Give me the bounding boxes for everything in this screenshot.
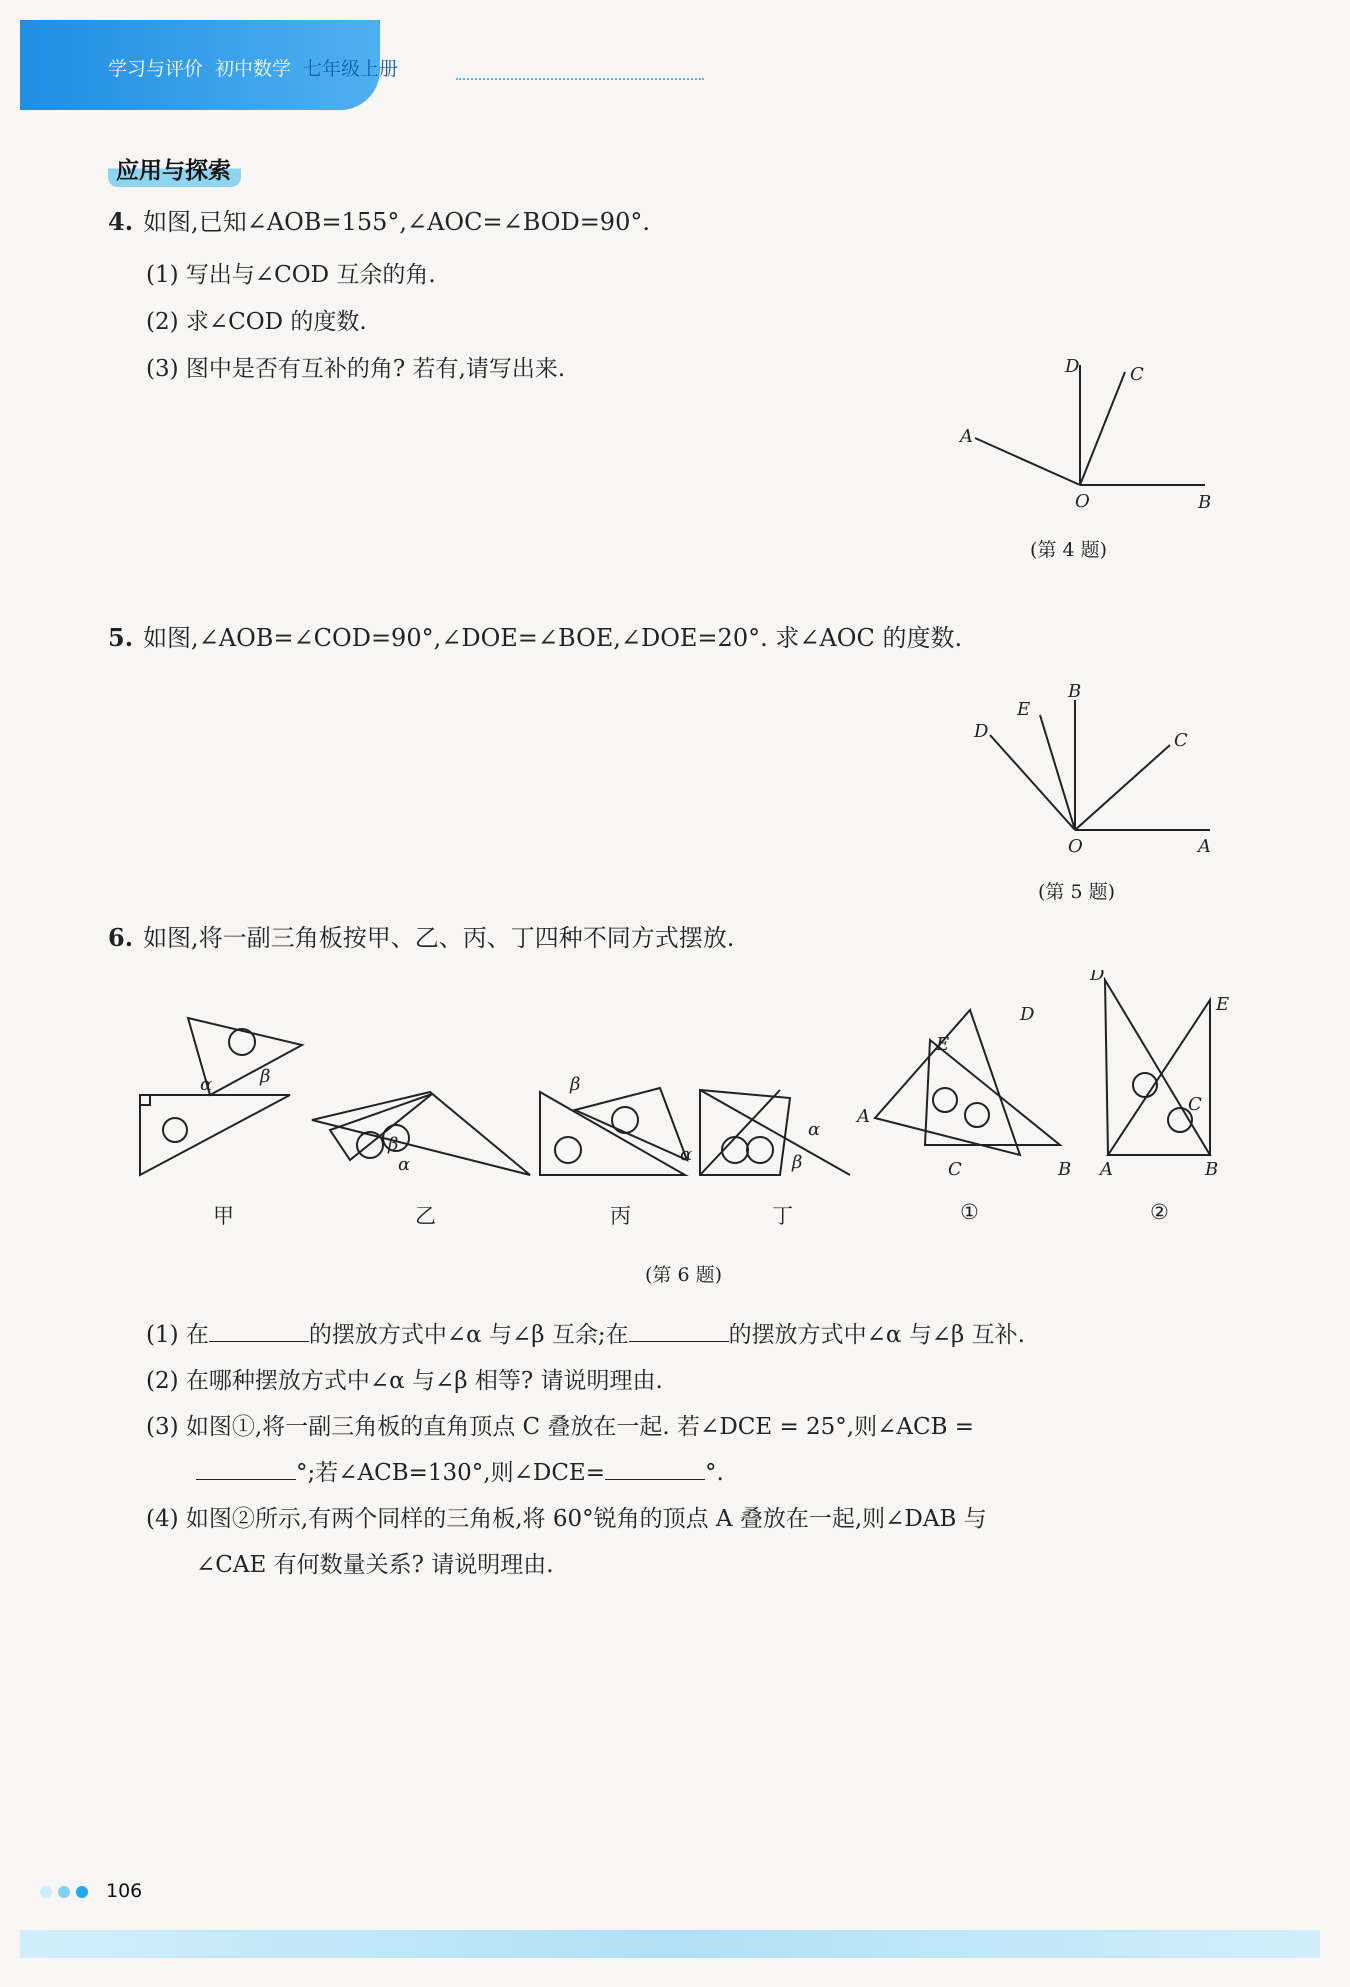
point-A: A (960, 426, 973, 447)
header-dotted-line (456, 78, 704, 80)
point-B: B (1205, 1159, 1219, 1180)
point-D: D (1020, 1004, 1035, 1025)
alpha-label: α (200, 1074, 213, 1095)
question-number: 6. (108, 923, 134, 952)
text: °;若∠ACB=130°,则∠DCE= (296, 1460, 605, 1486)
point-D: D (974, 721, 989, 742)
header-text (108, 54, 398, 81)
beta-label: β (570, 1074, 581, 1095)
text: 的摆放方式中∠α 与∠β 互补. (728, 1322, 1025, 1348)
q4-sub1: (1) 写出与∠COD 互余的角. (146, 262, 436, 288)
point-E: E (936, 1034, 950, 1055)
q6-sub3-cont (196, 1454, 724, 1487)
alpha-label: α (808, 1119, 821, 1140)
figure-q4 (950, 350, 1230, 524)
text: °. (704, 1460, 724, 1486)
question-stem: 如图,已知∠AOB=155°,∠AOC=∠BOD=90°. (143, 208, 650, 236)
blank (209, 1319, 309, 1342)
point-A: A (857, 1106, 870, 1127)
question-number: 4. (108, 207, 134, 236)
question-number: 5. (108, 623, 134, 652)
point-C: C (1188, 1094, 1202, 1115)
blank (605, 1457, 705, 1480)
text: 的摆放方式中∠α 与∠β 互余;在 (308, 1322, 629, 1348)
caption-q5: (第 5 题) (1038, 881, 1115, 903)
point-O: O (1075, 491, 1090, 512)
q6-sub4-cont: ∠CAE 有何数量关系? 请说明理由. (196, 1552, 554, 1578)
point-C: C (1174, 730, 1188, 751)
blank (196, 1457, 296, 1480)
dot (76, 1886, 88, 1898)
caption-q6: (第 6 题) (645, 1264, 722, 1286)
q6-sub4: (4) 如图②所示,有两个同样的三角板,将 60°锐角的顶点 A 叠放在一起,则∠DAB 与 (146, 1506, 987, 1532)
q6-sub3: (3) 如图①,将一副三角板的直角顶点 C 叠放在一起. 若∠DCE = 25°,则∠ACB = (146, 1414, 975, 1440)
page-number: 106 (106, 1880, 143, 1902)
point-D: D (1090, 970, 1105, 985)
q4-sub3: (3) 图中是否有互补的角? 若有,请写出来. (146, 356, 566, 382)
point-C: C (948, 1159, 962, 1180)
point-E: E (1216, 994, 1230, 1015)
header-grade: 七年级上册 (303, 58, 399, 80)
question-6 (108, 922, 734, 954)
point-B: B (1058, 1159, 1072, 1180)
figure-q6 (130, 970, 1250, 1184)
q6-sub1 (146, 1316, 1025, 1349)
blank (629, 1319, 729, 1342)
bottom-band (20, 1930, 1320, 1958)
question-5 (108, 622, 962, 654)
question-4 (108, 206, 650, 238)
label-fig2: ② (1150, 1200, 1169, 1224)
label-jia: 甲 (213, 1204, 234, 1228)
page-dots (40, 1886, 88, 1898)
alpha-label: α (680, 1144, 693, 1165)
figure-q5 (960, 680, 1220, 864)
question-stem: 如图,将一副三角板按甲、乙、丙、丁四种不同方式摆放. (143, 924, 735, 952)
dot (40, 1886, 52, 1898)
point-O: O (1068, 836, 1083, 857)
header-subject: 初中数学 (215, 58, 292, 80)
label-bing: 丙 (610, 1204, 631, 1228)
point-A: A (1100, 1159, 1113, 1180)
text: (1) 在 (146, 1322, 209, 1348)
point-B: B (1198, 492, 1212, 513)
beta-label: β (260, 1066, 271, 1087)
point-A: A (1198, 836, 1211, 857)
beta-label: β (792, 1152, 803, 1173)
point-D: D (1065, 356, 1080, 377)
caption-q4: (第 4 题) (1030, 539, 1107, 561)
point-B: B (1068, 681, 1082, 702)
point-C: C (1130, 364, 1144, 385)
dot (58, 1886, 70, 1898)
q4-sub2: (2) 求∠COD 的度数. (146, 309, 367, 335)
header-series: 学习与评价 (108, 58, 204, 80)
label-ding: 丁 (772, 1204, 793, 1228)
point-E: E (1017, 699, 1031, 720)
label-fig1: ① (960, 1200, 979, 1224)
label-yi: 乙 (415, 1204, 436, 1228)
beta-label: β (388, 1134, 399, 1155)
q6-sub2: (2) 在哪种摆放方式中∠α 与∠β 相等? 请说明理由. (146, 1368, 663, 1394)
alpha-label: α (398, 1154, 411, 1175)
section-title: 应用与探索 (108, 150, 241, 187)
question-stem: 如图,∠AOB=∠COD=90°,∠DOE=∠BOE,∠DOE=20°. 求∠AOC 的度数. (143, 624, 963, 652)
